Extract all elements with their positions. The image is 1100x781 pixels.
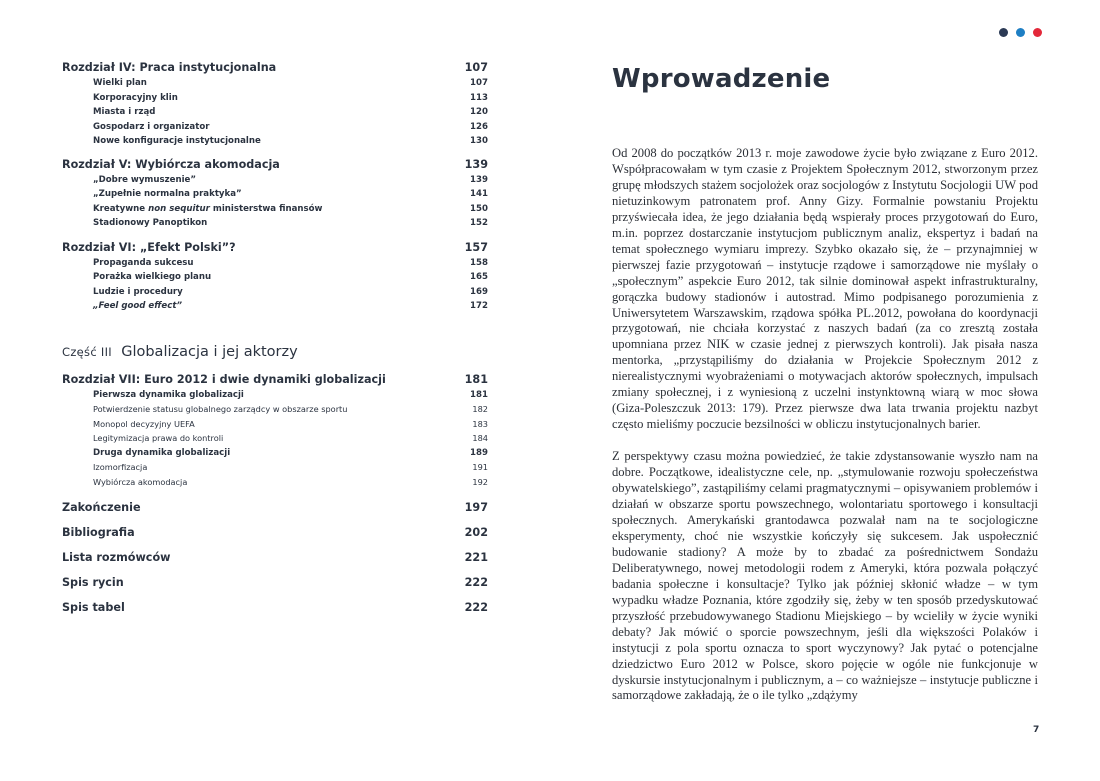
toc-item-label: „Dobre wymuszenie” [93,174,196,185]
toc-item [62,134,488,149]
toc-item-label: Porażka wielkiego planu [93,272,212,282]
toc-item-label: „Feel good effect” [93,301,182,311]
toc-item-label: Legitymizacja prawa do kontroli [93,433,224,443]
article-body [612,146,1038,704]
toc-item [62,120,488,135]
toc-page: 141 [470,189,488,199]
toc-chapter-7 [62,372,488,388]
toc-page: 182 [472,404,488,414]
toc-page: 152 [470,218,488,228]
toc-item-label: Gospodarz i organizator [93,121,210,132]
toc-page: 158 [470,257,488,268]
toc-page: 189 [470,447,488,458]
toc-page: 222 [464,601,488,614]
toc-item [62,91,488,106]
toc-item [62,446,488,461]
toc-item-label: Miasta i rząd [93,107,156,117]
toc-page: 202 [464,526,488,539]
toc-item-label: Ludzie i procedury [93,286,183,297]
toc-chapter-4 [62,60,488,76]
toc-chapter-title: Rozdział IV: Praca instytucjonalna [62,61,277,74]
toc-item [62,76,488,91]
paragraph: Od 2008 do początków 2013 r. moje zawodowe życie było związane z Euro 2012. Współpracowałam w tym czasie z Projektem Społecznym 2012, stworzonym przez grupę młodszych stażem socjolożek oraz socjologów z Instytutu Socjologii UW pod nietuzinkowym patronatem prof. Anny Gizy. Formalnie powstaniu Projektu przyświecała idea, że jego działania będą wspierały proces przygotowań do Euro, m.in. poprzez dostarczanie instytucjom publicznym analiz, ekspertyz i badań na temat społecznego wymiaru imprezy. Szybko okazało się, że – przynajmniej w pierwszej fazie przygotowań – instytucje rządowe i samorządowe nie myślały o „społecznym” aspekcie Euro 2012, tak silnie dominował aspekt infrastrukturalny, gorączka budowy stadionów i autostrad. Mimo podpisanego porozumienia z Uniwersytetem Warszawskim, rządowa spółka PL.2012, powołana do koordynacji przygotowań, nie chciała korzystać z naszych badań (za co zresztą została upomniana przez NIK w czasie jednej z pierwszych kontroli). Jak pisała nasza mentorka, „przystąpiliśmy do działania w Projekcie Społecznym 2012 z nierealistycznymi wyobrażeniami o motywacjach aktorów społecznych, impulsach zmiany społecznej, i z wyniesioną z uczelni instynktowną wiarą w moc słowa (Giza-Poleszczuk 2013: 179). Przez pierwsze dwa lata trwania projektu nazbyt często mieliśmy poczucie bezsilności w obliczu instytucjonalnych barier. [612,146,1038,432]
toc-item-label: Stadionowy Panoptikon [93,218,208,228]
toc-page: 191 [472,462,488,472]
toc-item [62,256,488,271]
page-number: 7 [1033,725,1040,735]
toc-page: 184 [472,433,488,443]
toc-item [62,173,488,188]
toc-item-label: Potwierdzenie statusu globalnego zarządcy w obszarze sportu [93,404,348,414]
toc-item-label: Propaganda sukcesu [93,257,194,268]
toc-subitem [62,431,488,446]
toc-chapter-5 [62,157,488,173]
toc-back-matter [62,550,488,566]
toc-chapter-6 [62,240,488,256]
toc-chapter-title: Spis rycin [62,576,124,589]
toc-page: 169 [470,286,488,297]
toc-item-label: „Zupełnie normalna praktyka” [93,189,242,199]
page-title: Wprowadzenie [612,64,831,94]
toc-subitem [62,475,488,490]
toc-page: 157 [464,240,488,254]
table-of-contents [62,60,488,625]
toc-chapter-title: Bibliografia [62,526,135,539]
toc-page: 107 [464,61,488,74]
toc-item-label: Monopol decyzyjny UEFA [93,418,195,429]
toc-subitem [62,402,488,417]
toc-item-label: Wybiórcza akomodacja [93,476,188,487]
toc-back-matter [62,575,488,591]
toc-page: 113 [470,92,488,103]
toc-item [62,202,488,217]
toc-back-matter [62,500,488,516]
part-number: Część III [62,344,112,359]
toc-page: 222 [464,576,488,589]
toc-page: 181 [470,389,488,400]
toc-item [62,388,488,403]
toc-subitem [62,460,488,475]
toc-item-label: Druga dynamika globalizacji [93,447,231,458]
toc-page: 181 [464,372,488,386]
part-title: Globalizacja i jej aktorzy [121,343,298,360]
toc-item-label: Korporacyjny klin [93,92,178,103]
toc-page: 197 [464,501,488,514]
toc-page: 165 [470,272,488,282]
toc-page: 120 [470,107,488,117]
toc-chapter-title: Rozdział VII: Euro 2012 i dwie dynamiki globalizacji [62,372,386,386]
toc-page: 107 [470,78,488,88]
toc-item [62,285,488,300]
toc-chapter-title: Spis tabel [62,601,125,614]
toc-item [62,270,488,285]
toc-chapter-title: Lista rozmówców [62,551,171,564]
toc-page: 183 [472,418,488,429]
toc-page: 172 [470,301,488,311]
toc-back-matter [62,525,488,541]
toc-back-matter [62,600,488,616]
paragraph: Z perspektywy czasu można powiedzieć, że takie zdystansowanie wyszło nam na dobre. Początkowe, idealistyczne cele, np. „stymulowanie rozwoju społeczeństwa obywatelskiego”, zastąpiliśmy celami pragmatycznymi – opisywaniem problemów i działań w obszarze sportu powszechnego, wolontariatu sportowego i konsultacji społecznych. Amerykański grantodawca pozwalał nam na te socjologiczne eksperymenty, choć nie wszystkie kończyły się sukcesem. Jak uspołecznić budowanie stadiony? A może by to zbadać za pośrednictwem Sondażu Deliberatywnego, nowej metodologii rodem z Ameryki, która pozwala połączyć badania społeczne i konsultacje? Tylko jak później skłonić władze – w tym wypadku władze Poznania, które zgodziły się, żeby w ten sposób przedyskutować przyszłość przebudowywanego Stadionu Miejskiego – by wcieliły w życie wyniki debaty? Jak mówić o sporcie powszechnym, jeśli dla większości Polaków i instytucji z pola sportu oznacza to sport wyczynowy? Jak pytać o potencjalne dziedzictwo Euro 2012 w Polsce, skoro pojęcie w ogóle nie funkcjonuje w dyskursie instytucjonalnym i publicznym, a – co ważniejsze – instytucje publiczne i samorządowe zakładają, że o ile tylko „zdążymy [612,449,1038,703]
toc-item [62,299,488,314]
toc-item-label: Nowe konfiguracje instytucjonalne [93,136,261,146]
dot-navy [999,28,1008,37]
decorative-dots [999,28,1042,37]
toc-item [62,187,488,202]
toc-subitem [62,417,488,432]
toc-chapter-title: Rozdział VI: „Efekt Polski”? [62,240,236,254]
toc-item [62,216,488,231]
toc-part-heading [62,342,488,362]
toc-item-label: Kreatywne non sequitur ministerstwa finansów [93,203,323,214]
toc-item-label: Pierwsza dynamika globalizacji [93,389,244,400]
toc-item [62,105,488,120]
toc-chapter-title: Zakończenie [62,501,141,514]
toc-page: 150 [470,203,488,214]
toc-chapter-title: Rozdział V: Wybiórcza akomodacja [62,157,280,171]
toc-page: 192 [472,476,488,487]
dot-red [1033,28,1042,37]
toc-item-label: Wielki plan [93,78,147,88]
dot-blue [1016,28,1025,37]
toc-page: 139 [464,157,488,171]
toc-page: 130 [470,136,488,146]
toc-page: 126 [470,121,488,132]
toc-item-label: Izomorfizacja [93,462,148,472]
toc-page: 139 [470,174,488,185]
toc-page: 221 [464,551,488,564]
